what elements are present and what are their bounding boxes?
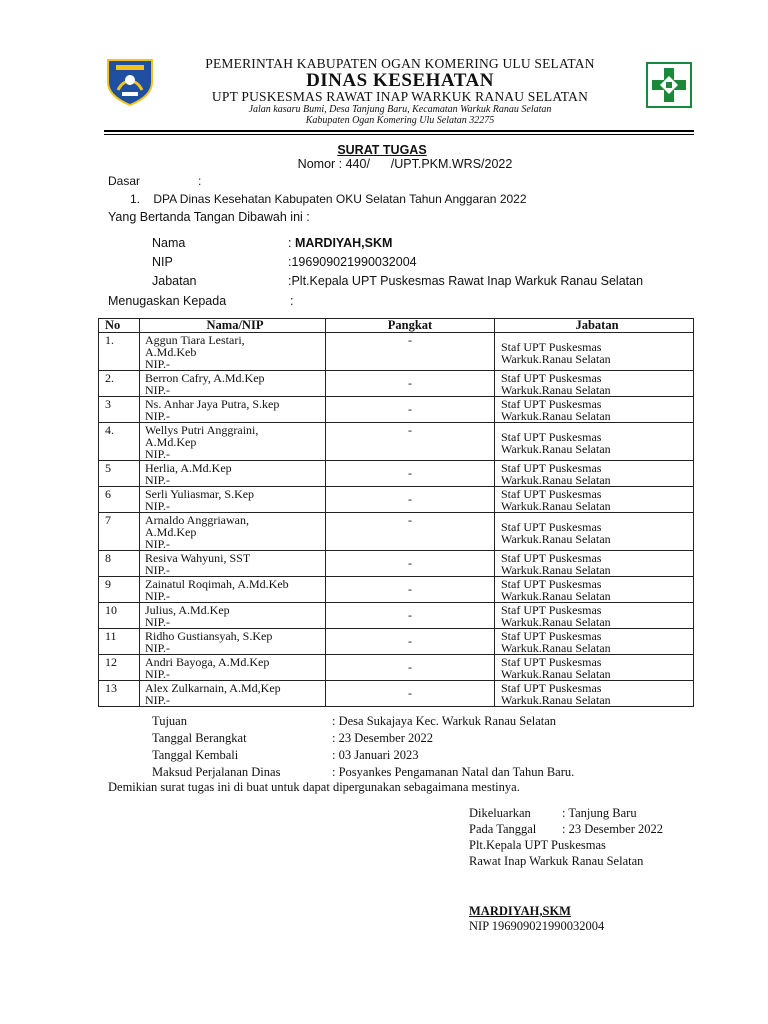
- row-name-line: Berron Cafry, A.Md.Kep: [145, 371, 265, 385]
- row-nip: NIP.-: [145, 409, 171, 423]
- row-nip: NIP.-: [145, 667, 171, 681]
- row-name-nip: [140, 681, 326, 707]
- nama-value-text: MARDIYAH,SKM: [294, 236, 393, 250]
- row-name-line: Alex Zulkarnain, A.Md,Kep: [145, 681, 281, 695]
- government-name: PEMERINTAH KABUPATEN OGAN KOMERING ULU SELATAN: [205, 56, 595, 71]
- row-nip: NIP.-: [145, 537, 171, 551]
- row-jabatan-line: Staf UPT Puskesmas: [501, 681, 602, 695]
- row-name-line: Resiva Wahyuni, SST: [145, 551, 251, 565]
- row-name-nip: [140, 461, 326, 487]
- row-jabatan-line: Staf UPT Puskesmas: [501, 577, 602, 591]
- row-name-line: A.Md.Kep: [145, 435, 197, 449]
- row-name-line: Wellys Putri Anggraini,: [145, 423, 259, 437]
- row-nip: NIP.-: [145, 447, 171, 461]
- row-jabatan-line: Staf UPT Puskesmas: [501, 461, 602, 475]
- row-jabatan: [495, 461, 694, 487]
- assign-colon: :: [290, 294, 294, 308]
- row-name-nip: [140, 397, 326, 423]
- row-jabatan: [495, 681, 694, 707]
- row-nip: NIP.-: [145, 641, 171, 655]
- row-jabatan-line: Warkuk.Ranau Selatan: [501, 409, 611, 423]
- row-name-nip: [140, 513, 326, 551]
- signer-position-1: Plt.Kepala UPT Puskesmas: [469, 838, 606, 852]
- detail-label: Tanggal Kembali: [152, 748, 239, 762]
- signer-intro: Yang Bertanda Tangan Dibawah ini :: [108, 210, 310, 224]
- row-jabatan-line: Staf UPT Puskesmas: [501, 430, 602, 444]
- row-jabatan-line: Warkuk.Ranau Selatan: [501, 615, 611, 629]
- row-pangkat: -: [326, 371, 495, 397]
- row-name-line: A.Md.Keb: [145, 345, 197, 359]
- table-row: [99, 333, 694, 371]
- row-nip: NIP.-: [145, 589, 171, 603]
- signer-name: MARDIYAH,SKM: [469, 904, 571, 918]
- row-jabatan: [495, 423, 694, 461]
- row-pangkat: -: [326, 461, 495, 487]
- table-row: [99, 461, 694, 487]
- row-name-line: A.Md.Kep: [145, 525, 197, 539]
- row-jabatan-line: Warkuk.Ranau Selatan: [501, 352, 611, 366]
- row-name-line: Aggun Tiara Lestari,: [145, 333, 245, 347]
- row-pangkat: -: [326, 577, 495, 603]
- table-row: [99, 423, 694, 461]
- row-jabatan-line: Staf UPT Puskesmas: [501, 629, 602, 643]
- puskesmas-logo: [646, 62, 692, 108]
- row-name-nip: [140, 577, 326, 603]
- row-no: 9: [99, 577, 140, 603]
- row-jabatan-line: Warkuk.Ranau Selatan: [501, 589, 611, 603]
- detail-label: Tanggal Berangkat: [152, 731, 247, 745]
- row-name-nip: [140, 371, 326, 397]
- address-line-1: Jalan kasaru Bumi, Desa Tanjung Baru, Kecamatan Warkuk Ranau Selatan: [248, 104, 552, 115]
- row-name-line: Herlia, A.Md.Kep: [145, 461, 232, 475]
- row-pangkat: -: [326, 629, 495, 655]
- header-no: No: [99, 319, 140, 333]
- row-jabatan: [495, 333, 694, 371]
- row-name-nip: [140, 333, 326, 371]
- row-name-nip: [140, 655, 326, 681]
- row-pangkat: -: [326, 487, 495, 513]
- table-row: [99, 603, 694, 629]
- row-jabatan: [495, 655, 694, 681]
- row-nip: NIP.-: [145, 357, 171, 371]
- row-name-line: Julius, A.Md.Kep: [145, 603, 230, 617]
- jabatan-value: :Plt.Kepala UPT Puskesmas Rawat Inap Warkuk Ranau Selatan: [288, 274, 644, 288]
- row-jabatan: [495, 513, 694, 551]
- issued-label: Dikeluarkan: [469, 806, 531, 820]
- row-pangkat: -: [326, 423, 495, 461]
- jabatan-label: Jabatan: [152, 274, 197, 288]
- table-row: [99, 655, 694, 681]
- row-no: 7: [99, 513, 140, 551]
- issued-value: : Tanjung Baru: [562, 806, 637, 820]
- row-no: 1.: [99, 333, 140, 371]
- table-row: [99, 371, 694, 397]
- row-jabatan-line: Staf UPT Puskesmas: [501, 520, 602, 534]
- row-pangkat: -: [326, 655, 495, 681]
- row-pangkat: -: [326, 333, 495, 371]
- row-no: 4.: [99, 423, 140, 461]
- closing-statement: Demikian surat tugas ini di buat untuk dapat dipergunakan sebagaimana mestinya.: [108, 780, 520, 794]
- row-jabatan-line: Warkuk.Ranau Selatan: [501, 532, 611, 546]
- row-jabatan-line: Staf UPT Puskesmas: [501, 551, 602, 565]
- row-nip: NIP.-: [145, 615, 171, 629]
- row-name-line: Ns. Anhar Jaya Putra, S.kep: [145, 397, 280, 411]
- row-name-nip: [140, 629, 326, 655]
- row-jabatan: [495, 577, 694, 603]
- row-no: 3: [99, 397, 140, 423]
- table-row: [99, 513, 694, 551]
- row-jabatan-line: Warkuk.Ranau Selatan: [501, 473, 611, 487]
- row-no: 12: [99, 655, 140, 681]
- row-nip: NIP.-: [145, 473, 171, 487]
- row-no: 13: [99, 681, 140, 707]
- assign-label: Menugaskan Kepada: [108, 294, 227, 308]
- row-jabatan-line: Staf UPT Puskesmas: [501, 397, 602, 411]
- detail-label: Tujuan: [152, 714, 187, 728]
- row-jabatan: [495, 629, 694, 655]
- row-name-nip: [140, 603, 326, 629]
- detail-value: : 03 Januari 2023: [332, 748, 419, 762]
- table-row: [99, 551, 694, 577]
- row-pangkat: -: [326, 397, 495, 423]
- row-no: 8: [99, 551, 140, 577]
- row-pangkat: -: [326, 551, 495, 577]
- agency-name: DINAS KESEHATAN: [306, 70, 494, 91]
- regency-logo: [104, 56, 156, 106]
- date-value: : 23 Desember 2022: [562, 822, 664, 836]
- header-pangkat: Pangkat: [326, 319, 495, 333]
- row-no: 5: [99, 461, 140, 487]
- row-name-line: Arnaldo Anggriawan,: [145, 513, 249, 527]
- row-name-line: Zainatul Roqimah, A.Md.Keb: [145, 577, 289, 591]
- row-no: 10: [99, 603, 140, 629]
- detail-value: : Desa Sukajaya Kec. Warkuk Ranau Selatan: [332, 714, 557, 728]
- table-row: [99, 577, 694, 603]
- row-jabatan-line: Warkuk.Ranau Selatan: [501, 693, 611, 707]
- nip-label: NIP: [152, 255, 173, 269]
- row-nip: NIP.-: [145, 499, 171, 513]
- row-jabatan-line: Staf UPT Puskesmas: [501, 371, 602, 385]
- row-jabatan-line: Staf UPT Puskesmas: [501, 655, 602, 669]
- row-jabatan-line: Warkuk.Ranau Selatan: [501, 641, 611, 655]
- table-row: [99, 629, 694, 655]
- row-jabatan-line: Staf UPT Puskesmas: [501, 487, 602, 501]
- detail-value: : Posyankes Pengamanan Natal dan Tahun Baru.: [332, 765, 575, 779]
- table-row: [99, 487, 694, 513]
- table-row: [99, 681, 694, 707]
- date-label: Pada Tanggal: [469, 822, 537, 836]
- row-jabatan: [495, 603, 694, 629]
- signer-nip: NIP 196909021990032004: [469, 919, 605, 933]
- row-name-line: Serli Yuliasmar, S.Kep: [145, 487, 255, 501]
- letter-title: SURAT TUGAS: [337, 143, 427, 157]
- row-jabatan-line: Warkuk.Ranau Selatan: [501, 499, 611, 513]
- signer-position-2: Rawat Inap Warkuk Ranau Selatan: [469, 854, 644, 868]
- row-jabatan-line: Staf UPT Puskesmas: [501, 340, 602, 354]
- address-line-2: Kabupaten Ogan Komering Ulu Selatan 32275: [305, 115, 495, 126]
- row-nip: NIP.-: [145, 383, 171, 397]
- row-pangkat: -: [326, 513, 495, 551]
- row-no: 2.: [99, 371, 140, 397]
- row-jabatan-line: Warkuk.Ranau Selatan: [501, 667, 611, 681]
- row-nip: NIP.-: [145, 693, 171, 707]
- row-no: 6: [99, 487, 140, 513]
- row-pangkat: -: [326, 681, 495, 707]
- dasar-label: Dasar: [108, 174, 141, 188]
- institution-name: UPT PUSKESMAS RAWAT INAP WARKUK RANAU SELATAN: [211, 89, 589, 104]
- staff-table: [98, 318, 694, 707]
- row-jabatan-line: Warkuk.Ranau Selatan: [501, 383, 611, 397]
- row-jabatan: [495, 551, 694, 577]
- row-no: 11: [99, 629, 140, 655]
- row-jabatan: [495, 487, 694, 513]
- row-name-line: Ridho Gustiansyah, S.Kep: [145, 629, 273, 643]
- staff-table-body: [99, 333, 694, 707]
- letter-number: Nomor : 440/ /UPT.PKM.WRS/2022: [297, 157, 513, 171]
- header-divider-thin: [104, 134, 694, 135]
- row-name-nip: [140, 487, 326, 513]
- nama-label: Nama: [152, 236, 186, 250]
- detail-value: : 23 Desember 2022: [332, 731, 434, 745]
- row-nip: NIP.-: [145, 563, 171, 577]
- header-divider: [104, 130, 694, 132]
- row-jabatan: [495, 371, 694, 397]
- row-name-nip: [140, 423, 326, 461]
- nama-value: : MARDIYAH,SKM: [288, 236, 393, 250]
- row-name-line: Andri Bayoga, A.Md.Kep: [145, 655, 270, 669]
- nip-value: :196909021990032004: [288, 255, 417, 269]
- table-header-row: [99, 319, 694, 333]
- row-jabatan-line: Staf UPT Puskesmas: [501, 603, 602, 617]
- row-jabatan-line: Warkuk.Ranau Selatan: [501, 442, 611, 456]
- header-jabatan: Jabatan: [495, 319, 694, 333]
- table-row: [99, 397, 694, 423]
- dasar-colon: :: [198, 174, 202, 188]
- row-pangkat: -: [326, 603, 495, 629]
- header-name: Nama/NIP: [140, 319, 326, 333]
- detail-label: Maksud Perjalanan Dinas: [152, 765, 281, 779]
- row-jabatan: [495, 397, 694, 423]
- dasar-item: 1. DPA Dinas Kesehatan Kabupaten OKU Selatan Tahun Anggaran 2022: [130, 192, 527, 206]
- row-jabatan-line: Warkuk.Ranau Selatan: [501, 563, 611, 577]
- row-name-nip: [140, 551, 326, 577]
